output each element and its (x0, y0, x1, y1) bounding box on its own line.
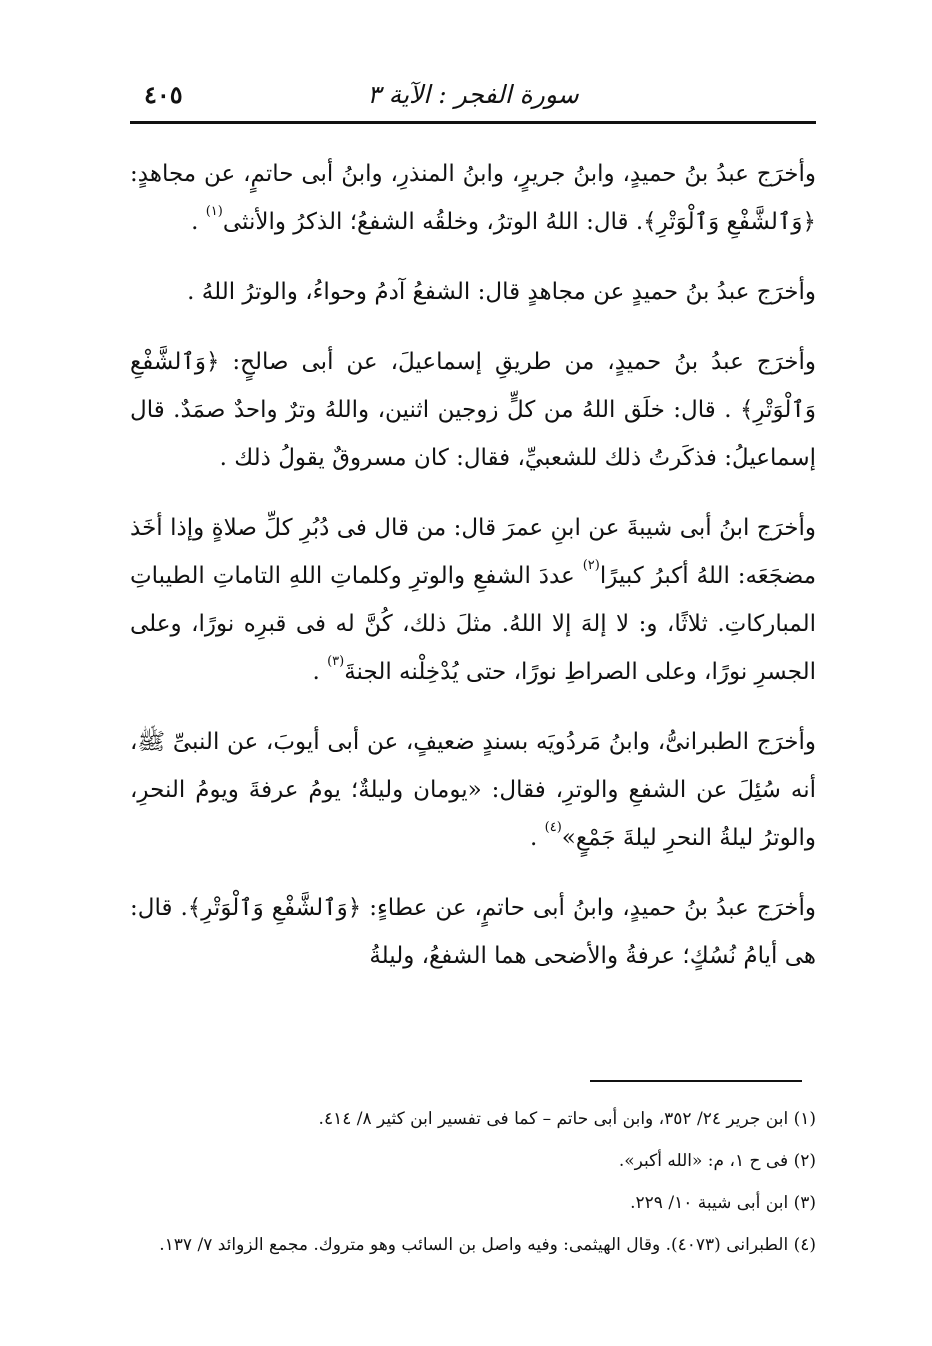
footnote-1: (١) ابن جرير ٢٤/ ٣٥٢، وابن أبى حاتم – كما فى تفسير ابن كثير ٨/ ٤١٤. (318, 1109, 816, 1129)
main-text (130, 150, 816, 1002)
paragraph-text-cont: عددَ الشفعِ والوترِ وكلماتِ اللهِ التاماتِ الطيباتِ المباركاتِ. ثلاثًا، و: لا إلهَ إلا اللهُ. مثلَ ذلك، كُنَّ له فى قبرِه نورًا، وعلى الجسرِ نورًا، وعلى الصراطِ نورًا، حتى يُدْخِلْنه الجنةَ (130, 563, 816, 685)
footnote-marker-1[interactable]: (١) (205, 204, 223, 219)
paragraph-1 (130, 150, 816, 246)
paragraph-4 (130, 504, 816, 696)
footnote-marker-2[interactable]: (٢) (582, 558, 600, 573)
paragraph-3 (130, 338, 816, 482)
sentence-end: . (530, 825, 545, 851)
footnote-4: (٤) الطبرانى (٤٠٧٣). وقال الهيثمى: وفيه واصل بن السائب وهو متروك. مجمع الزوائد ٧/ ١٣٧. (159, 1235, 816, 1255)
paragraph-text: وأخرَج عبدُ بنُ حميدٍ، من طريقِ إسماعيلَ، عن أبى صالحٍ: ﴿وَٱلشَّفْعِ وَٱلْوَتْرِ﴾ . قال: خلَق اللهُ من كلٍّ زوجين اثنين، واللهُ وترٌ واحدٌ صمَدٌ. قال إسماعيلُ: فذكَرتُ ذلك للشعبيِّ، فقال: كان مسروقٌ يقولُ ذلك . (130, 349, 816, 471)
footnote-2: (٢) فى ح ١، م: «الله أكبر». (618, 1151, 816, 1171)
paragraph-text: وأخرَج الطبرانىُّ، وابنُ مَردُويَه بسندٍ ضعيفٍ، عن أبى أيوبَ، عن النبىِّ ﷺ، أنه سُئِلَ عن الشفعِ والوترِ، فقال: «يومان وليلةٌ؛ يومُ عرفةَ ويومُ النحرِ، والوترُ ليلةُ النحرِ ليلةَ جَمْعٍ» (130, 729, 816, 851)
header-divider (130, 121, 816, 124)
footnote-3: (٣) ابن أبى شيبة ١٠/ ٢٢٩. (630, 1193, 816, 1213)
paragraph-text: وأخرَج ابنُ أبى شيبةَ عن ابنِ عمرَ قال: من قال فى دُبُرِ كلِّ صلاةٍ وإذا أخَذ مضجَعَه: اللهُ أكبرُ كبيرًا (130, 515, 817, 589)
footnotes (130, 1098, 816, 1266)
footnote-marker-3[interactable]: (٣) (327, 654, 345, 669)
page-title: سورة الفجر : الآية ٣ (367, 80, 579, 109)
paragraph-6 (130, 884, 816, 980)
page-number: ٤٠٥ (144, 80, 183, 109)
paragraph-text: وأخرَج عبدُ بنُ حميدٍ عن مجاهدٍ قال: الشفعُ آدمُ وحواءُ، والوترُ اللهُ . (187, 279, 816, 305)
footnote-marker-4[interactable]: (٤) (544, 820, 562, 835)
paragraph-text: وأخرَج عبدُ بنُ حميدٍ، وابنُ أبى حاتمٍ، عن عطاءٍ: ﴿وَٱلشَّفْعِ وَٱلْوَتْرِ﴾. قال: هى أيامُ نُسُكٍ؛ عرفةُ والأضحى هما الشفعُ، وليلةُ (130, 895, 816, 969)
paragraph-5 (130, 718, 816, 862)
paragraph-2 (130, 268, 816, 316)
paragraph-text: وأخرَج عبدُ بنُ حميدٍ، وابنُ جريرٍ، وابنُ المنذرِ، وابنُ أبى حاتمٍ، عن مجاهدٍ: ﴿وَٱلشَّفْعِ وَٱلْوَتْرِ﴾. قال: اللهُ الوترُ، وخلقُه الشفعُ؛ الذكرُ والأنثى (130, 161, 816, 235)
sentence-end: . (312, 659, 328, 685)
sentence-end: . (191, 209, 206, 235)
page-header (130, 72, 816, 118)
footnotes-divider (590, 1080, 802, 1082)
